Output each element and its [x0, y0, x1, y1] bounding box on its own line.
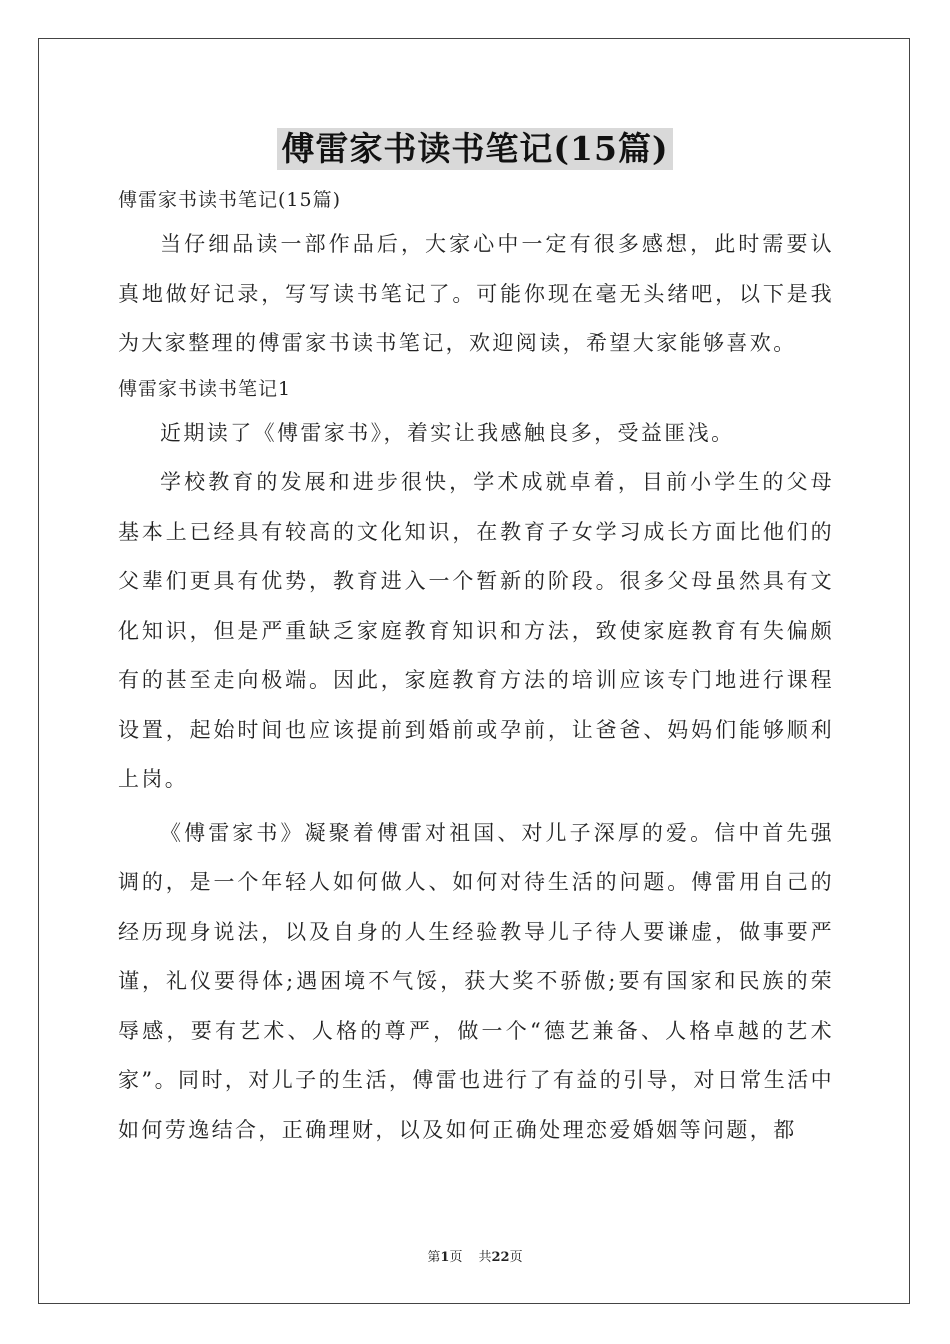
page-footer [0, 1246, 950, 1265]
total-prefix: 共 [478, 1250, 492, 1265]
page-number: 1 [440, 1250, 450, 1265]
page-suffix: 页 [449, 1250, 463, 1265]
total-pages: 22 [491, 1250, 510, 1265]
intro-paragraph: 当仔细品读一部作品后，大家心中一定有很多感想，此时需要认真地做好记录，写写读书笔记了。可能你现在毫无头绪吧，以下是我为大家整理的傅雷家书读书笔记，欢迎阅读，希望大家能够喜欢。 [118, 232, 834, 355]
document-body [118, 180, 834, 1155]
body-paragraph-3: 《傅雷家书》凝聚着傅雷对祖国、对儿子深厚的爱。信中首先强调的，是一个年轻人如何做人、如何对待生活的问题。傅雷用自己的经历现身说法，以及自身的人生经验教导儿子待人要谦虚，做事要严谨，礼仪要得体;遇困境不气馁，获大奖不骄傲;要有国家和民族的荣辱感，要有艺术、人格的尊严，做一个“德艺兼备、人格卓越的艺术家”。同时，对儿子的生活，傅雷也进行了有益的引导，对日常生活中如何劳逸结合，正确理财，以及如何正确处理恋爱婚姻等问题，都 [118, 820, 834, 1142]
total-suffix: 页 [509, 1250, 523, 1265]
section-heading: 傅雷家书读书笔记1 [118, 377, 292, 400]
body-paragraph-1: 近期读了《傅雷家书》，着实让我感触良多，受益匪浅。 [160, 420, 735, 445]
document-title [0, 128, 950, 170]
document-subtitle: 傅雷家书读书笔记(15篇) [118, 189, 342, 211]
page-prefix: 第 [427, 1250, 441, 1265]
document-title-text: 傅雷家书读书笔记(15篇) [277, 128, 672, 170]
body-paragraph-2: 学校教育的发展和进步很快，学术成就卓着，目前小学生的父母基本上已经具有较高的文化知识，在教育子女学习成长方面比他们的父辈们更具有优势，教育进入一个暂新的阶段。很多父母虽然具有文化知识，但是严重缺乏家庭教育知识和方法，致使家庭教育有失偏颇有的甚至走向极端。因此，家庭教育方法的培训应该专门地进行课程设置，起始时间也应该提前到婚前或孕前，让爸爸、妈妈们能够顺利上岗。 [118, 470, 834, 791]
